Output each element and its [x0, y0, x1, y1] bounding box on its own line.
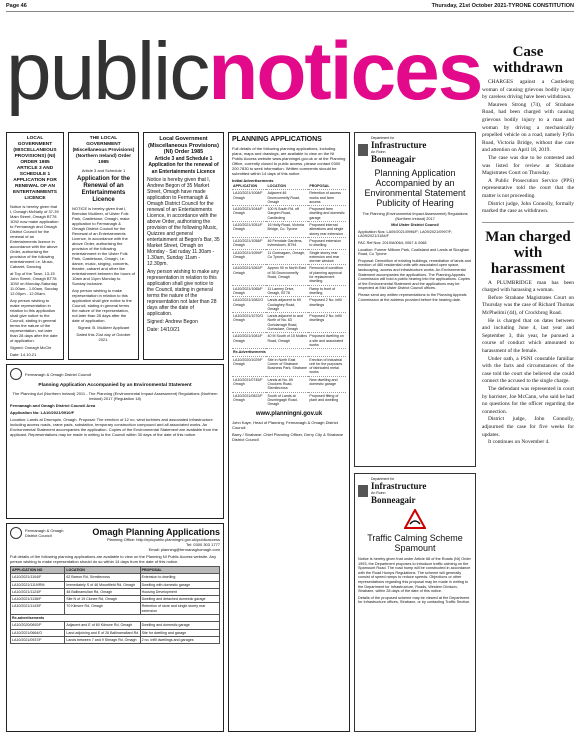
notice-signed: Signed: Andrew Begon [147, 319, 198, 325]
council-logo [10, 368, 220, 380]
table-row [232, 392, 346, 407]
title-word-notices: notices [208, 26, 482, 117]
table-row [232, 356, 346, 376]
council-name: Fermanagh & Omagh District Council [25, 528, 64, 538]
notice-tail: Details of the proposed scheme may be viewed at the Department for Infrastructure offices, Strabane, or by contacting Traffic Section. [358, 595, 471, 605]
cell: 62 Barron Rd, Sixmilecross [65, 574, 140, 581]
page-number: Page 46 [6, 3, 27, 9]
cell: 16 Holly Road, Victoria Bridge, Co. Tyrone [266, 222, 308, 238]
cell: 46 Ferndale Gardens, Irvinestown, BT94 [266, 237, 308, 249]
omagh-planning-heading [92, 527, 220, 552]
cell: Dwelling and domestic garage [140, 622, 219, 629]
omagh-planning-email: Email: planning@fermanaghomagh.com [148, 547, 220, 552]
table-row [11, 622, 220, 629]
story-paragraph: The defendant was represented in court by barrister, Joe McCann, who said he had no questions for the officer regarding the connection. [482, 386, 574, 415]
notice-heading: Planning Application Accompanied by an Environmental Statement Publicity of Hearing [364, 168, 466, 208]
table-row [11, 629, 220, 636]
cell: LA10/2020/0692/F [11, 622, 65, 629]
notice-heading: LOCAL GOVERNMENT (MISCELLANEOUS PROVISIONS) (NI) ORDER 1985 ARTICLE 3 AND SCHEDULE 1 APPLICATION FOR RENEWAL OF AN ENTERTAINMENTS LICENCE [13, 136, 57, 201]
table-row [232, 285, 346, 297]
dfi-env-statement-panel [354, 132, 476, 467]
table-row [232, 297, 346, 313]
planning-table-header [232, 183, 346, 190]
notice-sub: Article 3 and Schedule 1 Application for the renewal of an Entertainments Licence [148, 155, 219, 175]
dfi-infrastructure: Infrastructure [371, 481, 427, 491]
planning-intro: Full details of the following planning applications, including plans, maps and drawings, are available to view on the NI Public Access website www.planningni.gov.uk or at the Planning Office, currently closed to public access, please contact 0300 200 7830 to seek information. Written comments should be submitted within 14 days of this notice. [232, 146, 346, 176]
cell: 40 M South of 15 Mullins Road, Omagh [266, 333, 308, 349]
dfi-traffic-calming-panel [354, 473, 476, 732]
cell: Re-advertisements [11, 615, 220, 622]
cell: Proposed internal alterations and single storey rear extension [308, 222, 346, 238]
notice-heading: Local Government (Miscellaneous Provisions) (NI) Order 1985 [148, 136, 219, 155]
cell: Land adjoining and E of 26 Ballinamallard Rd [66, 630, 139, 635]
cell: Extension to dwelling [140, 574, 219, 581]
cell: Proposed extension to dwelling [308, 237, 346, 249]
notice-signed: Signed: Oonagh McCle [10, 345, 52, 350]
table-row [232, 333, 346, 349]
column-header: PROPOSAL [140, 567, 219, 574]
story-paragraph: The case was due to be contested and was listed for review at Strabane Magistrates Court on Thursday. [482, 154, 574, 177]
dfi-irish-line: An Roinn [371, 150, 386, 154]
omagh-planning-intro: Full details of the following planning applications are available to view on the Planning NI Public Access website. Any person wishing to make representation should do so within 14 days from the date of this notice. [10, 554, 217, 564]
table-row [232, 249, 346, 265]
table-subheading-row [11, 615, 220, 622]
cell: LA10/2021/1143/F [11, 603, 65, 615]
cell: Proposed fitting of plant and dwelling [308, 392, 346, 407]
cell: Single storey rear extension and rear dormer window [308, 249, 346, 265]
notice-body: Notice is hereby given that I, Oonagh McNally of 37-39 Main Street, Omagh BT78 1DW now make application to Fermanagh and Omagh District Council for the renewal of an Entertainments licence in accordance with the above Order, authorising the provision of the following entertainment i.e. Music, Cabaret, Dancing [10, 204, 59, 269]
cell: LA10/2021/1044/F Omagh [232, 206, 266, 222]
story-paragraph: Under oath, a PSNI constable familiar with the facts and circumstances of the case told the court she believed she could connect the accused to the single charge. [482, 355, 574, 385]
cell: LA10/2021/0745/F Omagh [232, 376, 266, 392]
cell: LA10/2021/1070/O Omagh [232, 313, 266, 333]
table-row [232, 265, 346, 285]
notice-heading: Traffic Calming Scheme Spamount [367, 533, 463, 553]
omagh-planning-contact: Planning Office: http://epicpublic.planningni.gov.uk/publicaccess [106, 537, 220, 542]
notice-entertainment-licence-3 [143, 132, 224, 360]
dfi-logo [358, 136, 472, 164]
notice-body: Notice is hereby given that I, Andrew Begon of 35 Market Street, Omagh have made application to Fermanagh & Omagh District Council for the renewal of an Entertainments Licence, in accordance with the above Order, authorising the provision of the following Music, Quizzes and general entertainment at Begon's Bar, 35 Market Street, Omagh on Monday - Sat ruday 11.30am - 1.30am, Sunday 11am - 12.30pm. [147, 177, 220, 267]
table-row [232, 313, 346, 333]
notice-body: Location: Lands at Drumquin, Omagh. Proposal: The erection of 12 no. wind turbines and associated infrastructure including access roads, crane pads, substation, temporary construction compound and all associated works. An Environmental Statement accompanies the application. Copies of the Environmental Statement are available from the applicant. Representations may be made in writing to the Council within 30 days of the date of this notice. [10, 417, 218, 437]
cell: 100 N South Rd. off Gargrim Road, Castlederg [266, 206, 308, 222]
omagh-planning-table [10, 566, 220, 644]
cell: Site in North East Corner of Strabane Business Park, Strabane [266, 356, 308, 376]
notice-location: Location: Former Milburn Park, Coalisland and Lands at Sloughan Road, Co Tyrone [358, 247, 470, 257]
council-logo [10, 527, 70, 539]
notice-body: Proposal: Demolition of existing buildings, remediation of lands and erection of 480 residential units with associated open space, landscaping, access and infrastructure works. An Environmental Statement accompanies the applications. The Planning Appeals Commission will hold a public hearing into the applications. Copies of the Environmental Statement and the applications may be inspected at Mid Ulster District Council offices. [358, 258, 471, 291]
cell: Lands between 7 and 9 Sheagh Rd, Omagh [65, 636, 140, 643]
cell: Immediately S of 46 Mountfield Rd, Omagh [65, 581, 140, 588]
section-title [6, 20, 482, 124]
news-column [482, 44, 574, 732]
notice-date: Date: 14/10/21 [147, 327, 180, 333]
cell: Retention of access works and farm access [308, 190, 346, 206]
notice-body: Notice is hereby given that under Article 68 of the Roads (NI) Order 1993, the Department proposes to introduce traffic calming on the Spamount Road. The road hump will be constructed in accordance with the Road Humps Regulations. The scheme will generally consist of speed ramps to reduce speeds. Objections or other representations regarding this proposal may be made in writing to the Department for Infrastructure, Roads, Western Division, Strabane, within 28 days of the date of this notice. [358, 557, 471, 594]
cell: Proposed 2 No. infill dwellings [308, 313, 346, 333]
column-header: LOCATION [267, 184, 286, 188]
cell: Approx 90 m North East of 36 Drumconnelly Road, Omagh [266, 265, 308, 285]
notice-sub: The Planning (Environmental Impact Assessment) Regulations (Northern Ireland) 2017 [362, 212, 468, 221]
issue-date: Thursday, 21st October 2021-TYRONE CONSTITUTION [431, 3, 574, 9]
notice-council: Mid Ulster District Council [391, 223, 439, 228]
cell: Re-Advertisements [232, 349, 346, 356]
cell: LA10/2021/1119/RM [11, 581, 65, 588]
cell: LA10/2021/0822/F Omagh [232, 392, 266, 407]
notice-tail: Any person wishing to make any representation in relation to this application shall give notice to the Council, stating in general terms the nature of the representation not later than 28 days after the date of application. [147, 269, 219, 317]
cell: LA10/2021/1051/F Omagh [232, 222, 266, 238]
notice-signed: Signed: B. McAleer Applicant [77, 325, 130, 330]
cell: LA10/2021/1124/F [11, 588, 65, 595]
dfi-traffic-calming-notice [354, 473, 476, 732]
story-paragraph: District judge, John Connolly, formally marked the case as withdrawn. [482, 200, 574, 215]
notice-sub: Article 3 and Schedule 1 [81, 168, 126, 173]
table-row [232, 376, 346, 392]
dfi-irish-line: An Roinn [371, 491, 386, 495]
cell: 48 Ballinamullan Rd, Omagh [65, 588, 140, 595]
story-divider [482, 222, 574, 223]
notice-pac-ref: PAC Ref Nos: 2019/A0064; 0067 & 0068 [358, 240, 427, 245]
dfi-dept-line: Department for [371, 136, 395, 140]
page-header [6, 2, 574, 12]
notice-heading: Planning Application Accompanied by an Environmental Statement [38, 383, 192, 388]
column-header: PROPOSAL [309, 184, 330, 188]
cell: Dwelling and detached domestic garage [140, 596, 219, 603]
cell: Housing Development [140, 588, 219, 595]
dfi-logo-text [371, 136, 426, 164]
story-paragraph: District judge, John Connolly, adjourned the case for five weeks for updates. [482, 416, 574, 438]
story-body [482, 79, 574, 216]
omagh-table-header [11, 567, 220, 574]
notice-sub2: Fermanagh and Omagh District Council Area [10, 403, 96, 408]
notice-entertainment-licence-1 [6, 132, 64, 360]
table-row [11, 603, 220, 615]
cell: LA10/2021/1059/F Omagh [232, 249, 266, 265]
table-row [11, 581, 220, 588]
cell: Removal of condition of planning approval for replacement dwelling [308, 265, 346, 285]
dfi-dept-line: Department for [371, 477, 395, 481]
notice-heading: THE LOCAL GOVERNMENT (Miscellaneous Provisions) (Northern Ireland) Order 1985 [72, 136, 135, 165]
cell: LA10/2021/1008/F Omagh [232, 190, 266, 206]
cell: LA10/2021/1065/F Omagh [232, 285, 266, 297]
cell: 2 no. infill dwellings and garages [140, 636, 219, 643]
cell: Erection of industrial unit for the purposes of fabricated metal works [308, 356, 346, 376]
council-crest-icon [10, 368, 22, 380]
cell: Adjacent 46 Drumconnelly Road, Omagh [266, 190, 308, 206]
cell: Dwelling with domestic garage [140, 581, 219, 588]
cell: New dwelling and domestic garage [308, 376, 346, 392]
cell: Lands adjacent to 69 Coolaghey Road, Omagh [266, 297, 308, 313]
story-headline: Man charged with harassment [485, 228, 571, 277]
omagh-env-statement-panel [6, 364, 224, 519]
notice-tail: Please send any written representations to the Planning Appeals Commission at the address provided before the hearing date. [358, 292, 467, 302]
dfi-logo-text [371, 477, 426, 505]
cell: LA10/2021/1081/F Omagh [232, 333, 266, 349]
cell: Lands adjacent to and North of No. 63 Gortdarragh Road, Gortaclare, Omagh [266, 313, 308, 333]
cell: LA10/2020/1029/F Omagh [232, 356, 266, 376]
cell: Adjacent and E of 60 Kilmore Rd, Omagh [65, 622, 140, 629]
omagh-planning-header [10, 527, 220, 552]
table-row [232, 190, 346, 206]
notice-body: NOTICE is hereby given that I, Brendan McAleer, of Ulster Folk Park, Castletown, Omagh, make application to Fermanagh & Omagh District Council for the Renewal of an Entertainments Licence, in accordance with the above Order, authorising the provision of the following entertainment in the Ulster Folk Park, Castletown, Omagh, i.e. dance, music, singing, concerts, theatre, cabaret and other like entertainment between the hours of 10am and 11pm Monday to Sunday inclusive. [72, 206, 135, 286]
omagh-planning-title: Omagh Planning Applications [92, 527, 220, 537]
notice-tail: Any person wishing to make representation in relation to this application shall give notice to the Council, stating in general terms the nature of the representation, not later than 28 days after the date of application. [72, 288, 132, 323]
cell: LA10/2021/0937/F [11, 636, 65, 643]
planning-title: PLANNING APPLICATIONS [232, 136, 322, 143]
planning-applications-box [228, 132, 350, 732]
cell: 11 Gortnagarn, Omagh, Co Tyrone [266, 249, 308, 265]
notice-entertainment-licence-2 [68, 132, 139, 360]
notice-date: Date: 14.10.21 [10, 352, 37, 357]
column-header: APPLICATION [233, 184, 258, 188]
story-paragraph: He is charged that on dates between and including June 4, last year and September 3, this year, he pursued a course of conduct which amounted to harassment of the female. [482, 317, 574, 355]
planning-table [232, 183, 346, 407]
cell: 70 Kilmore Rd, Omagh [65, 603, 140, 615]
dfi-crest-icon [358, 485, 368, 497]
title-word-public: public [6, 26, 209, 117]
table-row [232, 206, 346, 222]
story-paragraph: CHARGES against a Castlederg woman of causing grievous bodily injury by careless driving have been withdrawn. [482, 79, 574, 101]
planning-footer-1: John Kaye, Head of Planning, Fermanagh & Omagh District Council [232, 420, 338, 431]
story-body [482, 280, 574, 447]
cell: Retention of store and single storey rear extension [140, 603, 219, 615]
notice-date: Dated this 21st day of October 2021. [76, 332, 131, 342]
dfi-infrastructure: Infrastructure [371, 140, 427, 150]
table-row [11, 596, 220, 603]
notice-title: Application for the Renewal of an Entertainments Licence [77, 176, 130, 203]
council-crest-icon [10, 527, 22, 539]
dfi-logo [358, 477, 472, 505]
notice-column-3 [143, 132, 224, 360]
cell: Lands at No. 69 Crockers Road, Sixmilecross [266, 376, 308, 392]
table-row [232, 237, 346, 249]
dfi-env-statement-notice [354, 132, 476, 467]
cell: LA10/2021/1058/F Omagh [232, 237, 266, 249]
story-paragraph: A Public Prosecution Service (PPS) representative told the court that the matter is not proceeding. [482, 177, 574, 199]
cell: LA10/2021/1136/F [11, 596, 65, 603]
cell: 11 Lammy Drive, Omagh, BT78 [266, 285, 308, 297]
story-paragraph: It continues on November 4. [488, 439, 550, 446]
story-headline: Case withdrawn [492, 44, 563, 76]
story-paragraph: Maureen Strong (74), of Strabane Road, had been charged with causing grievous bodily injury to a man and woman by driving a mechanically propelled vehicle on a road, namely Fyfin Road, Victoria Bridge, without due care and attention on April 18, 2019. [482, 101, 574, 154]
planning-applications-panel [228, 132, 350, 732]
notice-column-2 [68, 132, 139, 360]
cell: Site N of 19 Clonee Rd, Omagh [65, 596, 140, 603]
table-subheading-row [232, 349, 346, 356]
omagh-planning-notice [6, 523, 224, 732]
cell: LA10/2021/0664/O [11, 629, 65, 636]
table-row [232, 222, 346, 238]
story-paragraph: Before Strabane Magistrates Court on Thursday was the case of Richard Thomas McPhelimi (44), of Crockbrog Road. [482, 294, 574, 317]
notice-app-no: Application No: LA10/2021/0910/F [10, 410, 75, 415]
cell: Ramp to front of dwelling [308, 285, 346, 297]
cell: LA10/2021/1082/O Omagh [232, 297, 266, 313]
story-paragraph: A PLUMBRIDGE man has been charged with harassing a woman. [482, 279, 574, 294]
omagh-env-statement-notice [6, 364, 224, 519]
notice-times: at Top of the Town, 13-15 John Street, Omagh BT78 1DW on Monday-Saturday 11.00am - 1.00am, Sunday 12.00pm - 12.00am. [10, 271, 58, 296]
omagh-planning-tel: Tel: 0300 303 1777 [185, 542, 220, 547]
cell: Proposed dwelling on a site and associated works [308, 333, 346, 349]
column-header: LOCATION [65, 567, 140, 574]
notice-sub: The Planning Act (Northern Ireland) 2011 - The Planning (Environmental Impact Assessment) Regulations (Northern Ireland) 2017 (Regulation 18) [12, 391, 218, 401]
cell: Site for dwelling and garage [140, 629, 219, 636]
table-row [11, 588, 220, 595]
cell: LA10/2021/1062/F Omagh [232, 265, 266, 285]
column-header: APPLICATION NO [11, 567, 65, 574]
council-name: Fermanagh & Omagh District Council [25, 371, 92, 377]
notice-app-nos: Application Nos: LA09/2021/0996/F; LA09/2021/0997/F; LA09/2021/1184/F [358, 229, 453, 239]
omagh-planning-panel [6, 523, 224, 732]
cell: Proposed farm dwelling and domestic garage [309, 207, 345, 220]
planning-footer-2: Barry / Strabane: Chief Planning Officer, Derry City & Strabane District Council [232, 432, 344, 443]
planning-subheading: Initial Advertisements [232, 178, 274, 183]
table-row [11, 636, 220, 643]
cell: LA10/2021/1104/F [11, 574, 65, 581]
notice-tail: Any person wishing to make representation in relation to this application shall give notice to the Council, stating in general terms the nature of the representation, not later than 28 days after the date of application. [10, 298, 58, 343]
cell: South of Lands at Drumlegagh Road, Omagh [266, 392, 308, 407]
notice-column-1 [6, 132, 64, 360]
table-row [11, 574, 220, 581]
dfi-irish-name: Bonneagair [371, 154, 416, 164]
dfi-irish-name: Bonneagair [371, 495, 416, 505]
dfi-crest-icon [358, 144, 368, 156]
planning-website: www.planningni.gov.uk [255, 411, 323, 418]
cell: Proposed 2 No. infill dwellings [308, 297, 346, 313]
speed-ramp-sign-icon [358, 509, 472, 529]
